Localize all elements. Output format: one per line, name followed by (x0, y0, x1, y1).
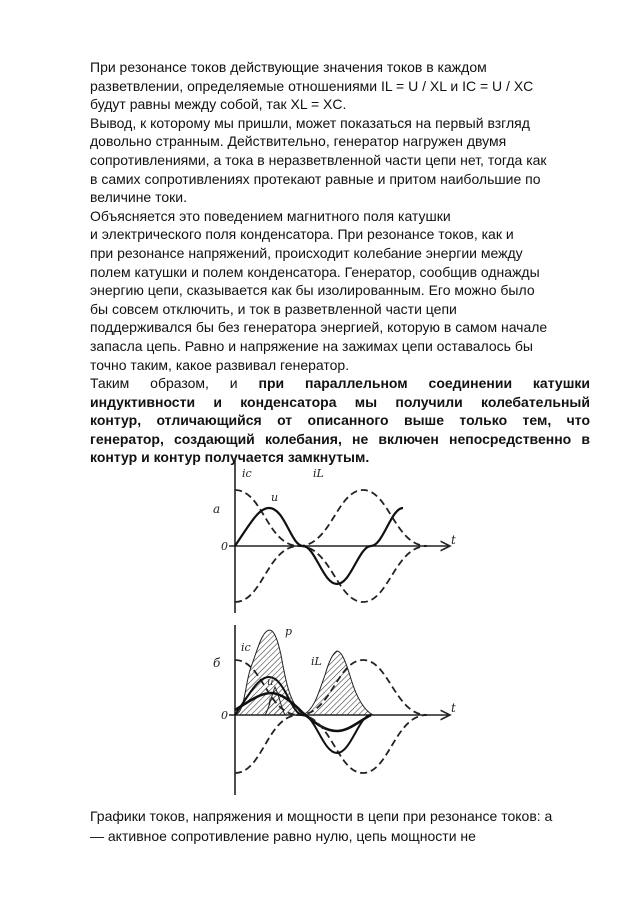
text-line: сопротивлениями, а тока в неразветвленной части цепи нет, тогда как (90, 151, 547, 168)
caption-line: — активное сопротивление равно нулю, цепь мощности не (90, 828, 476, 844)
text-line: величине токи. (90, 189, 187, 206)
text-line: при резонансе напряжений, происходит колебание энергии между (90, 244, 523, 261)
text-line: точно таким, какое развивал генератор. (90, 356, 350, 373)
graphs-svg (205, 455, 475, 800)
paragraph-conclusion (90, 114, 590, 207)
text-line: При резонансе токов действующие значения токов в каждом (90, 59, 487, 75)
graph-b (213, 625, 456, 795)
text-normal: Таким образом, и (90, 375, 238, 392)
text-bold: при параллельном соединении катушки (258, 375, 590, 392)
graph-a (213, 458, 456, 613)
text-line: генератор, создающий колебания, не включен непосредственно в (90, 430, 590, 447)
text-line: контур и контур получается замкнутым. (90, 449, 370, 466)
graph-a-time-label: t (451, 533, 456, 547)
graph-a-label: а (213, 502, 221, 516)
text-line: индуктивности и конденсатора мы получили колебательный (90, 393, 590, 410)
caption-line: Графики токов, напряжения и мощности в цепи при резонансе токов: а (90, 808, 553, 824)
graph-b-i-label: i (268, 697, 272, 708)
text-line: довольно странным. Действительно, генератор нагружен двумя (90, 133, 507, 150)
graph-a-u-label: u (271, 491, 279, 504)
graph-a-ic-label: iс (242, 467, 252, 480)
text-line: поддерживался бы без генератора энергией, которую в самом начале (90, 319, 548, 336)
figure-caption (90, 806, 595, 846)
graph-b-p-label: p (285, 625, 293, 638)
graph-b-origin-label: 0 (221, 709, 228, 722)
text-line (90, 374, 590, 393)
text-line: разветвлении, определяемые отношениями IL = U / XL и IC = U / XC (90, 77, 534, 94)
text-line: запасла цепь. Равно и напряжение на зажимах цепи оставалось бы (90, 337, 533, 354)
text-line: бы совсем отключить, и ток в разветвленной части цепи (90, 300, 457, 317)
text-line: Объясняется это поведением магнитного поля катушки (90, 207, 451, 224)
paragraph-resonance-currents (90, 58, 590, 114)
text-line: в самих сопротивлениях протекают равные и притом наибольшие по (90, 170, 541, 187)
document-body (90, 58, 590, 467)
paragraph-explanation (90, 207, 590, 374)
resonance-graphs-figure (205, 455, 475, 805)
graph-b-ic-label: iс (241, 641, 251, 654)
graph-b-il-label: iL (311, 655, 322, 668)
graph-b-u-label: u (267, 677, 274, 688)
graph-b-time-label: t (451, 701, 456, 715)
paragraph-oscillating-circuit (90, 374, 590, 467)
text-line: будут равны между собой, так XL = XC. (90, 96, 347, 113)
graph-b-label: б (213, 656, 221, 670)
graph-a-il-label: iL (313, 467, 324, 480)
text-line: полем катушки и полем конденсатора. Генератор, сообщив однажды (90, 263, 540, 280)
text-line: контур, отличающийся от описанного выше только тем, что (90, 412, 590, 429)
text-line: энергию цепи, сказывается как бы изолированным. Его можно было (90, 282, 535, 299)
graph-a-origin-label: 0 (221, 540, 228, 553)
text-line: и электрического поля конденсатора. При резонансе токов, как и (90, 226, 514, 243)
text-line: Вывод, к которому мы пришли, может показаться на первый взгляд (90, 114, 530, 131)
